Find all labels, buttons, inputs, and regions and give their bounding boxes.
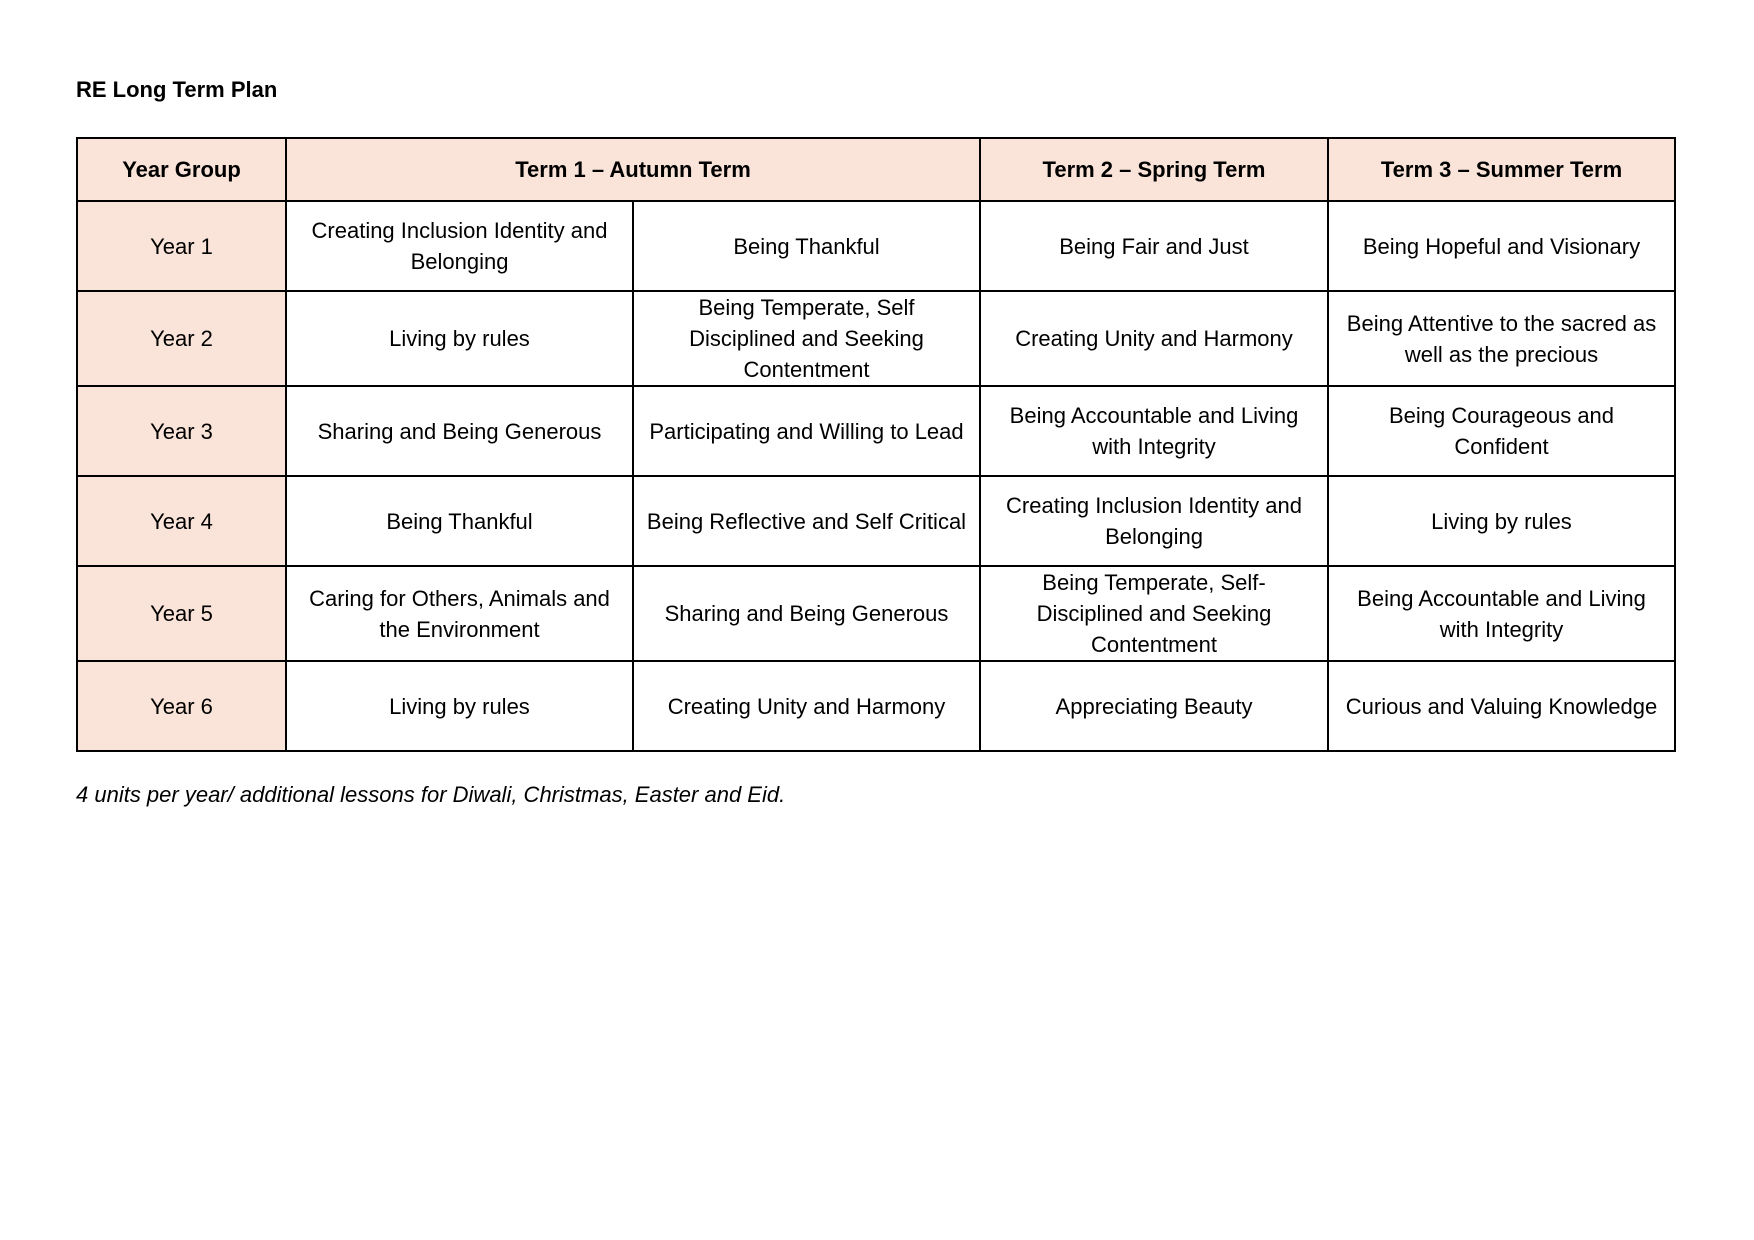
term-1-unit-a: Living by rules (286, 661, 633, 751)
header-term-1: Term 1 – Autumn Term (286, 138, 980, 201)
header-term-3: Term 3 – Summer Term (1328, 138, 1675, 201)
term-1-unit-a: Sharing and Being Generous (286, 386, 633, 476)
year-label: Year 3 (77, 386, 286, 476)
term-2-unit: Appreciating Beauty (980, 661, 1328, 751)
term-1-unit-b: Being Reflective and Self Critical (633, 476, 980, 566)
term-3-unit: Being Accountable and Living with Integrity (1328, 566, 1675, 661)
term-1-unit-a: Creating Inclusion Identity and Belonging (286, 201, 633, 291)
term-2-unit: Being Fair and Just (980, 201, 1328, 291)
term-3-unit: Curious and Valuing Knowledge (1328, 661, 1675, 751)
term-2-unit: Creating Unity and Harmony (980, 291, 1328, 386)
term-1-unit-a: Being Thankful (286, 476, 633, 566)
term-3-unit: Living by rules (1328, 476, 1675, 566)
year-label: Year 5 (77, 566, 286, 661)
table-row-year-4 (77, 476, 1675, 566)
term-2-unit: Being Temperate, Self-Disciplined and Seeking Contentment (980, 566, 1328, 661)
term-2-unit: Being Accountable and Living with Integrity (980, 386, 1328, 476)
term-1-unit-b: Being Temperate, Self Disciplined and Seeking Contentment (633, 291, 980, 386)
table-row-year-2 (77, 291, 1675, 386)
table-row-year-3 (77, 386, 1675, 476)
term-2-unit: Creating Inclusion Identity and Belonging (980, 476, 1328, 566)
year-label: Year 6 (77, 661, 286, 751)
table-row-year-5 (77, 566, 1675, 661)
page-title: RE Long Term Plan (76, 77, 278, 102)
header-term-2: Term 2 – Spring Term (980, 138, 1328, 201)
term-1-unit-b: Being Thankful (633, 201, 980, 291)
term-3-unit: Being Hopeful and Visionary (1328, 201, 1675, 291)
term-1-unit-b: Participating and Willing to Lead (633, 386, 980, 476)
year-label: Year 1 (77, 201, 286, 291)
header-year-group: Year Group (77, 138, 286, 201)
table-row-year-1 (77, 201, 1675, 291)
long-term-plan-table (76, 137, 1676, 752)
term-3-unit: Being Attentive to the sacred as well as the precious (1328, 291, 1675, 386)
term-1-unit-a: Caring for Others, Animals and the Environment (286, 566, 633, 661)
year-label: Year 4 (77, 476, 286, 566)
year-label: Year 2 (77, 291, 286, 386)
table-row-year-6 (77, 661, 1675, 751)
table-header-row (77, 138, 1675, 201)
term-1-unit-a: Living by rules (286, 291, 633, 386)
footnote: 4 units per year/ additional lessons for Diwali, Christmas, Easter and Eid. (76, 782, 786, 807)
term-1-unit-b: Creating Unity and Harmony (633, 661, 980, 751)
term-1-unit-b: Sharing and Being Generous (633, 566, 980, 661)
term-3-unit: Being Courageous and Confident (1328, 386, 1675, 476)
